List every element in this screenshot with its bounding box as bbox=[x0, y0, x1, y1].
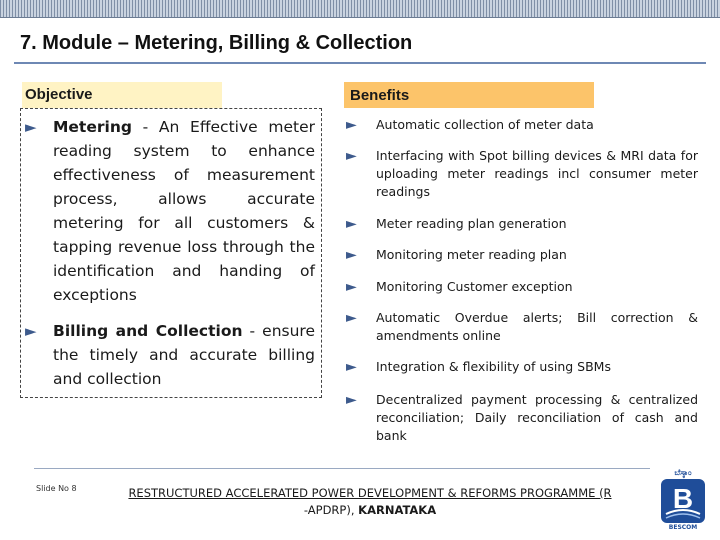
triangle-right-icon: ► bbox=[346, 117, 357, 133]
benefit-item: ► Monitoring meter reading plan bbox=[346, 247, 567, 263]
benefit-item: ► Integration & flexibility of using SBMs bbox=[346, 359, 611, 375]
benefit-item: ► Interfacing with Spot billing devices & MRI data for uploading meter readings incl consumer meter readings bbox=[346, 148, 698, 199]
objective-header: Objective bbox=[22, 82, 222, 108]
triangle-right-icon: ► bbox=[346, 392, 357, 408]
triangle-right-icon: ► bbox=[346, 310, 357, 326]
footer-divider bbox=[34, 468, 650, 469]
objective-box bbox=[20, 108, 322, 398]
bescom-emblem-icon bbox=[658, 478, 708, 524]
triangle-right-icon: ► bbox=[346, 359, 357, 375]
benefit-item: ► Automatic collection of meter data bbox=[346, 117, 594, 133]
logo-caption-bottom: BESCOM bbox=[668, 524, 698, 531]
top-decorative-bar bbox=[0, 0, 720, 18]
benefit-item: ► Meter reading plan generation bbox=[346, 216, 567, 232]
objective-item-billing bbox=[25, 319, 315, 391]
bescom-logo bbox=[658, 468, 708, 532]
objective-item-text: - An Effective meter reading system to enhance effectiveness of measurement process, allows accurate metering for all customers & tapping revenue loss through the identification and handing of exceptions bbox=[53, 118, 315, 304]
objective-item-metering bbox=[25, 115, 315, 307]
footer-line-2-prefix: -APDRP), bbox=[303, 503, 359, 517]
footer-program-title bbox=[80, 485, 660, 519]
objective-item-heading: Metering bbox=[53, 118, 132, 136]
logo-caption-top: ಬೆಸ್ಕಾಂ bbox=[674, 468, 692, 477]
triangle-right-icon: ► bbox=[25, 118, 37, 136]
triangle-right-icon: ► bbox=[25, 322, 37, 340]
triangle-right-icon: ► bbox=[346, 216, 357, 232]
benefit-item: ► Automatic Overdue alerts; Bill correction & amendments online bbox=[346, 310, 698, 343]
footer-state: KARNATAKA bbox=[358, 503, 437, 517]
title-divider bbox=[14, 62, 706, 64]
logo-letter: B bbox=[672, 483, 694, 514]
triangle-right-icon: ► bbox=[346, 279, 357, 295]
slide-title: 7. Module – Metering, Billing & Collection bbox=[20, 32, 413, 54]
slide-number: Slide No 8 bbox=[36, 484, 77, 493]
triangle-right-icon: ► bbox=[346, 247, 357, 263]
benefit-item: ► Monitoring Customer exception bbox=[346, 279, 573, 295]
benefit-item: ► Decentralized payment processing & centralized reconciliation; Daily reconciliation of cash and bank bbox=[346, 392, 698, 443]
benefits-header: Benefits bbox=[344, 82, 594, 108]
objective-item-heading: Billing and Collection bbox=[53, 322, 243, 340]
footer-line-1: RESTRUCTURED ACCELERATED POWER DEVELOPMENT & REFORMS PROGRAMME (R bbox=[128, 486, 612, 500]
objective-item-text: - ensure the timely and accurate billing and collection bbox=[53, 322, 315, 388]
triangle-right-icon: ► bbox=[346, 148, 357, 164]
